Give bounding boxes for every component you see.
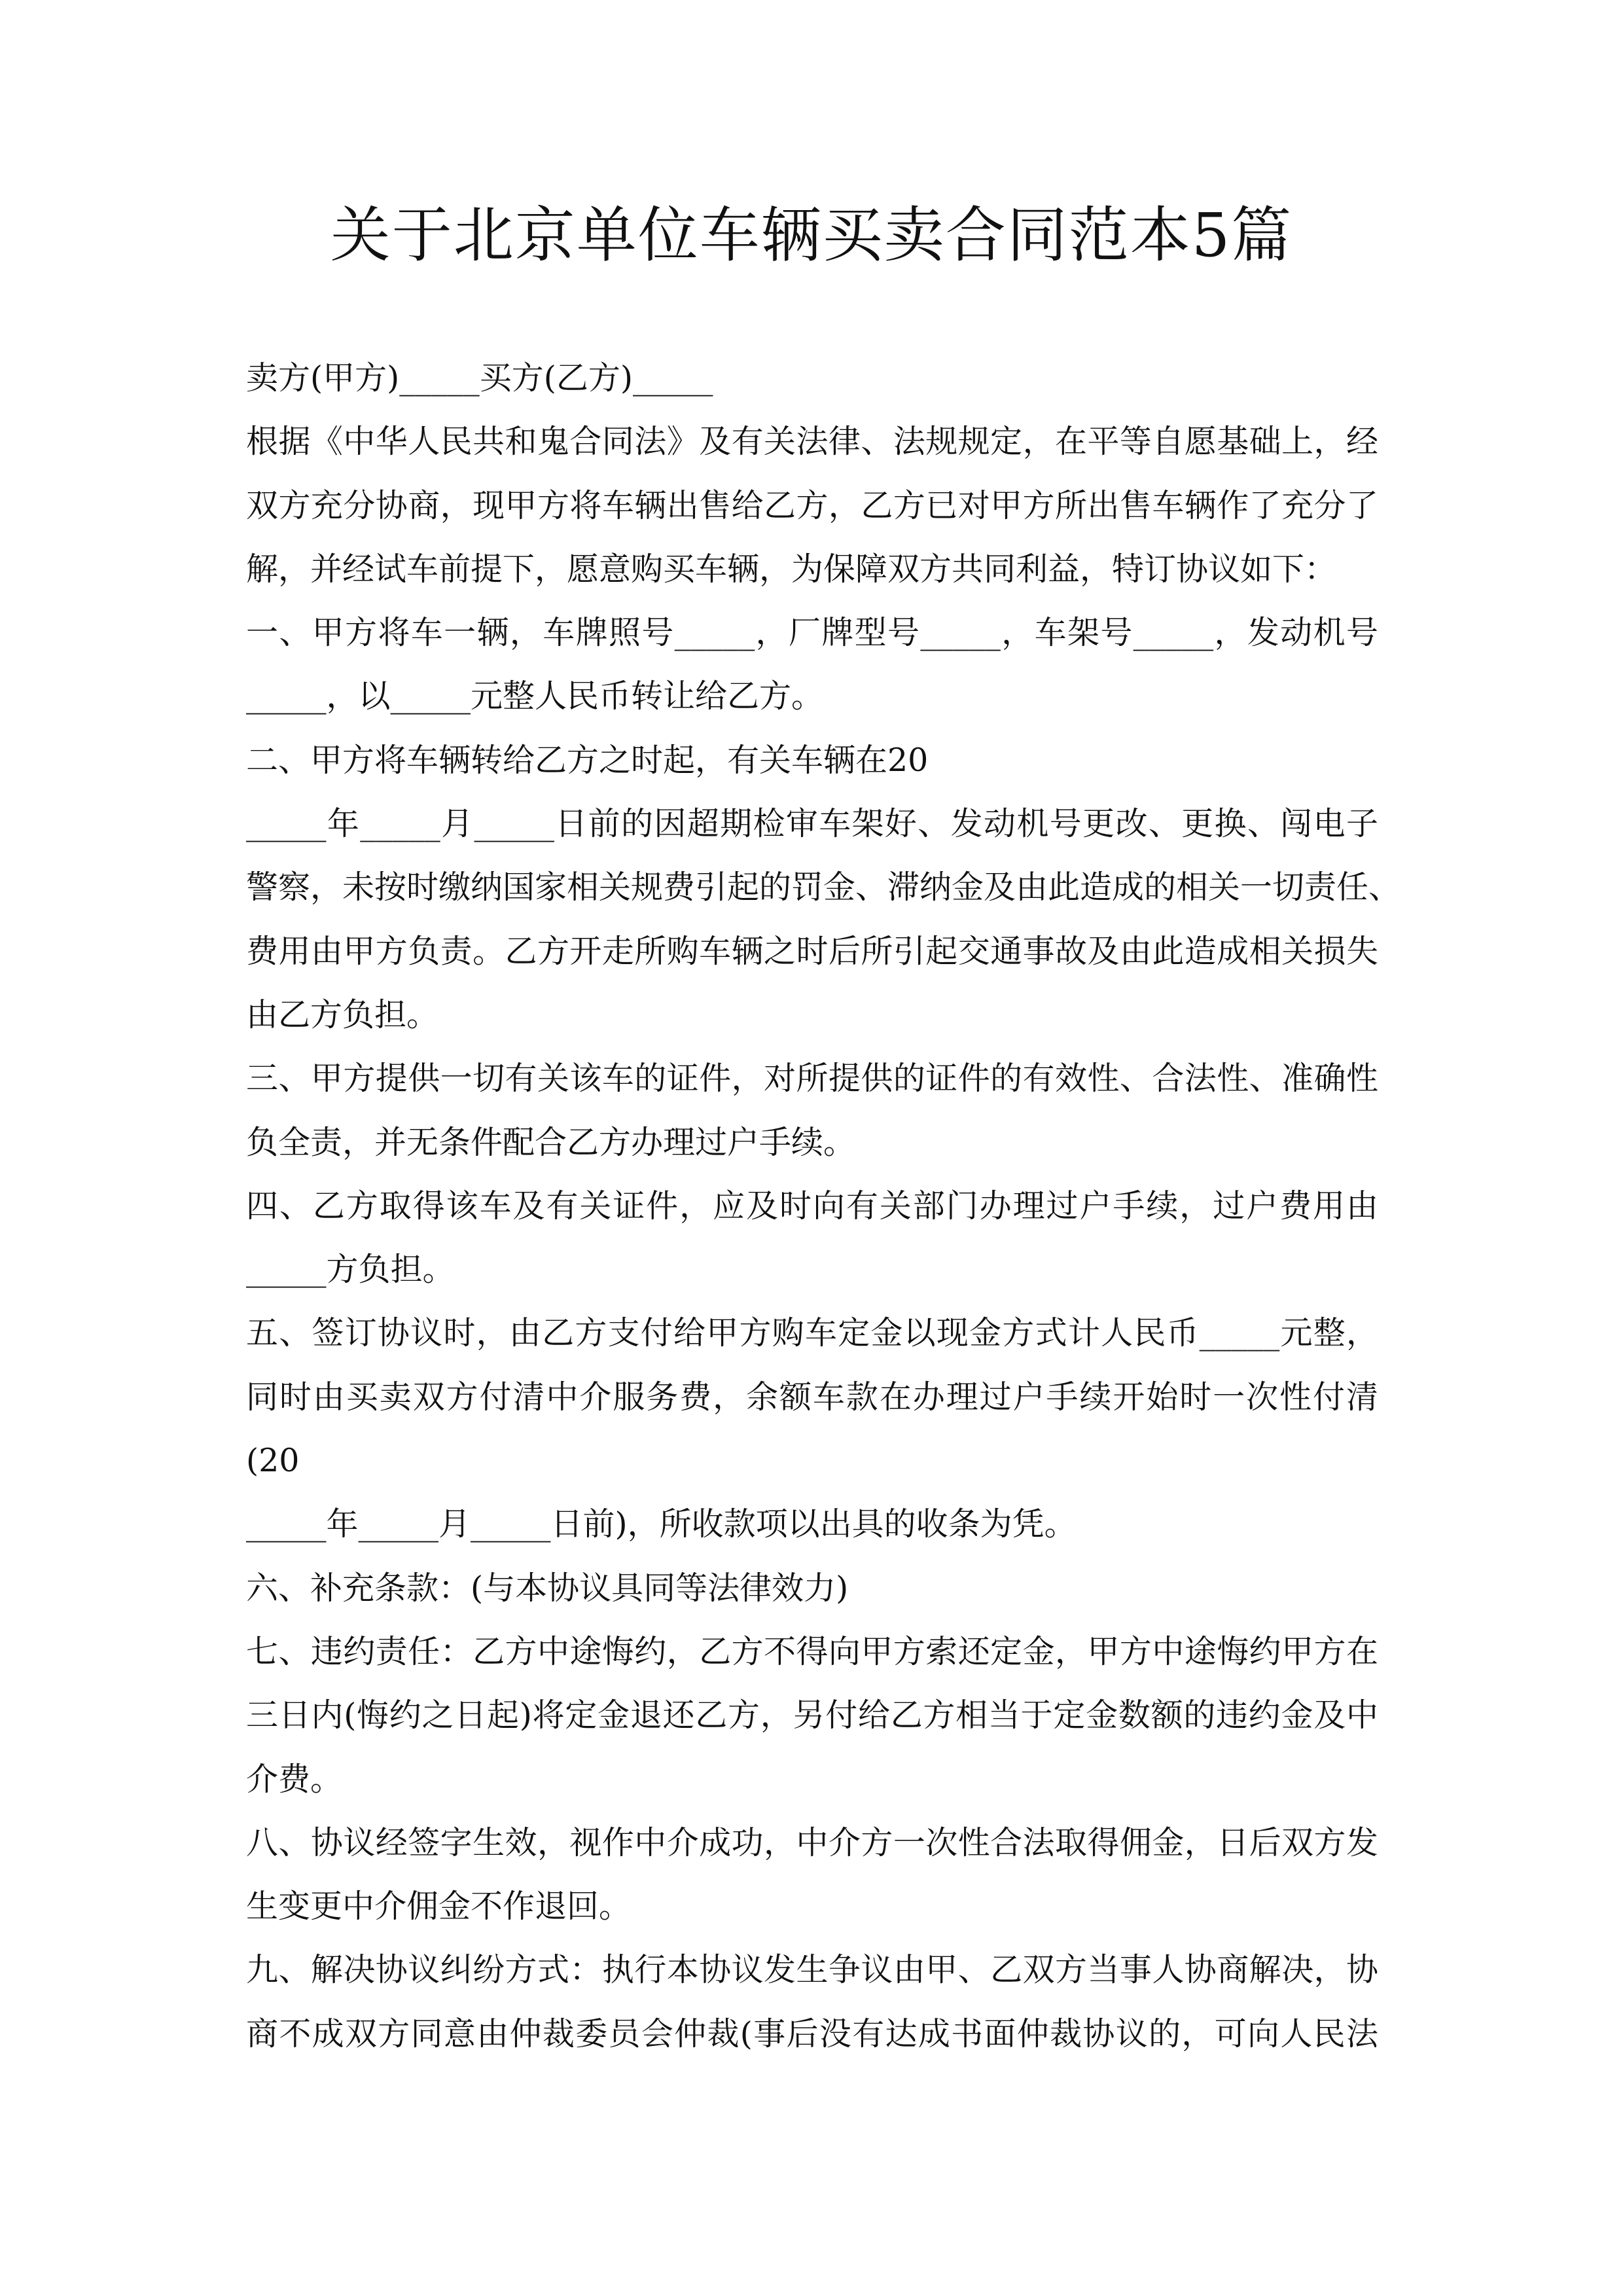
text-line: 双方充分协商，现甲方将车辆出售给乙方，乙方已对甲方所出售车辆作了充分了 [246,486,1378,524]
text-line: 同时由买卖双方付清中介服务费，余额车款在办理过户手续开始时一次性付清 [246,1378,1378,1416]
text-line: 商不成双方同意由仲裁委员会仲裁(事后没有达成书面仲裁协议的，可向人民法 [246,2015,1378,2053]
document-title: 关于北京单位车辆买卖合同范本5篇 [330,200,1293,270]
text-line: _____方负担。 [246,1251,455,1289]
text-line: 由乙方负担。 [246,996,439,1033]
text-line: 警察，未按时缴纳国家相关规费引起的罚金、滞纳金及由此造成的相关一切责任、 [246,869,1401,906]
text-line: _____年_____月_____日前的因超期检审车架好、发动机号更改、更换、闯电子 [246,805,1378,843]
text-line: 一、甲方将车一辆，车牌照号_____，厂牌型号_____，车架号_____，发动机号 [246,614,1378,652]
text-line: 八、协议经签字生效，视作中介成功，中介方一次性合法取得佣金，日后双方发 [246,1823,1378,1861]
text-line: 介费。 [246,1760,343,1798]
text-line: 四、乙方取得该车及有关证件，应及时向有关部门办理过户手续，过户费用由 [246,1187,1378,1225]
text-line: 七、违约责任：乙方中途悔约，乙方不得向甲方索还定金，甲方中途悔约甲方在 [246,1632,1378,1670]
text-line: _____，以_____元整人民币转让给乙方。 [246,677,824,715]
text-line: 根据《中华人民共和鬼合同法》及有关法律、法规规定，在平等自愿基础上，经 [246,423,1378,461]
text-line: 生变更中介佣金不作退回。 [246,1888,632,1926]
text-line: 六、补充条款：(与本协议具同等法律效力) [246,1569,849,1607]
document-body [246,346,1401,2066]
text-line: (20 [246,1442,300,1480]
text-line: 卖方(甲方)_____买方(乙方)_____ [246,359,713,397]
text-line: 负全责，并无条件配合乙方办理过户手续。 [246,1123,856,1161]
text-line: 二、甲方将车辆转给乙方之时起，有关车辆在20 [246,741,929,779]
text-line: 九、解决协议纠纷方式：执行本协议发生争议由甲、乙双方当事人协商解决，协 [246,1951,1378,1989]
text-line: 解，并经试车前提下，愿意购买车辆，为保障双方共同利益，特订协议如下： [246,550,1337,588]
text-line: 五、签订协议时，由乙方支付给甲方购车定金以现金方式计人民币_____元整， [246,1314,1378,1352]
text-line: 三日内(悔约之日起)将定金退还乙方，另付给乙方相当于定金数额的违约金及中 [246,1696,1378,1734]
text-line: 三、甲方提供一切有关该车的证件，对所提供的证件的有效性、合法性、准确性 [246,1060,1378,1098]
text-line: 费用由甲方负责。乙方开走所购车辆之时后所引起交通事故及由此造成相关损失 [246,932,1378,970]
text-line: _____年_____月_____日前)，所收款项以出具的收条为凭。 [246,1505,1077,1543]
